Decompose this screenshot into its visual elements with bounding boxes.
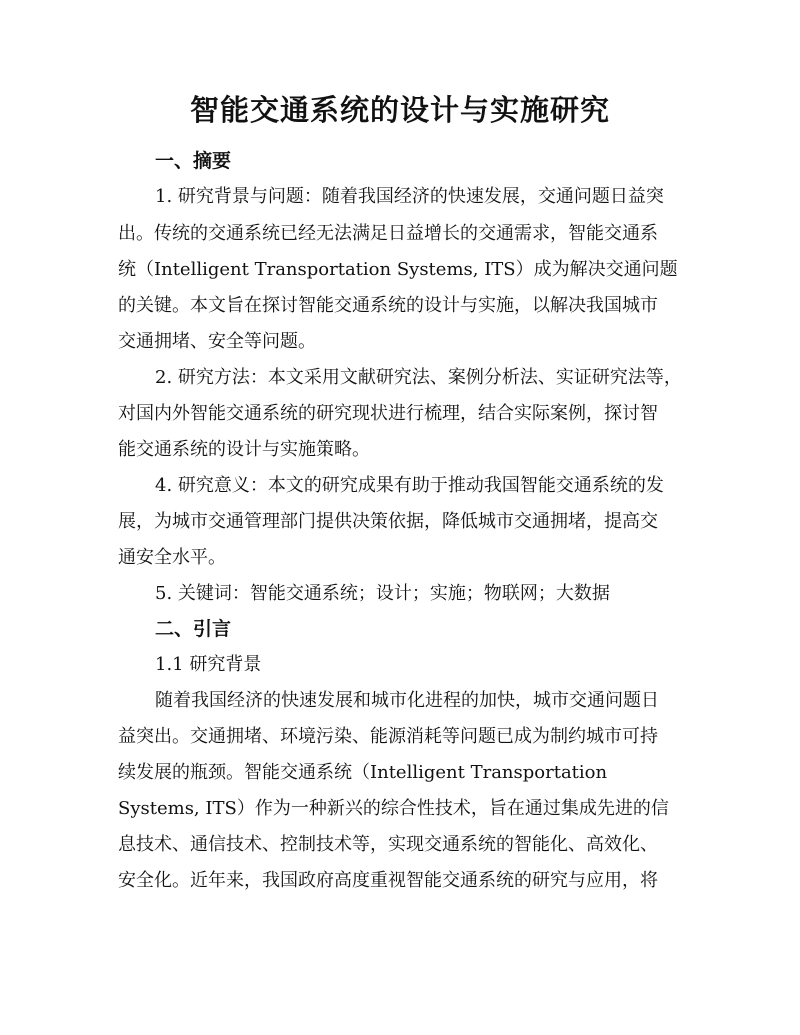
paragraph-line: 交通拥堵、安全等问题。 <box>118 331 316 352</box>
paragraph-line: 能交通系统的设计与实施策略。 <box>118 439 370 460</box>
paragraph-line: 4. 研究意义：本文的研究成果有助于推动我国智能交通系统的发 <box>155 475 664 496</box>
paragraph-line: 出。传统的交通系统已经无法满足日益增长的交通需求，智能交通系 <box>118 223 658 244</box>
paragraph-line: 2. 研究方法：本文采用文献研究法、案例分析法、实证研究法等， <box>155 367 682 388</box>
paragraph-line: 的关键。本文旨在探讨智能交通系统的设计与实施，以解决我国城市 <box>118 295 658 316</box>
paragraph-line: 统（Intelligent Transportation Systems, ITS）成为解决交通问题 <box>118 259 678 280</box>
paragraph-line: 息技术、通信技术、控制技术等，实现交通系统的智能化、高效化、 <box>118 834 658 855</box>
section-heading-abstract: 一、摘要 <box>155 150 232 172</box>
keywords-line: 5. 关键词：智能交通系统；设计；实施；物联网；大数据 <box>155 583 610 604</box>
paragraph-line: 安全化。近年来，我国政府高度重视智能交通系统的研究与应用，将 <box>118 870 658 891</box>
paragraph-line: 展，为城市交通管理部门提供决策依据，降低城市交通拥堵，提高交 <box>118 511 658 532</box>
section-heading-intro: 二、引言 <box>155 618 232 640</box>
paragraph-line: 通安全水平。 <box>118 547 226 568</box>
paragraph-line: 续发展的瓶颈。智能交通系统（Intelligent Transportation <box>118 762 608 783</box>
paragraph-line: 对国内外智能交通系统的研究现状进行梳理，结合实际案例，探讨智 <box>118 403 658 424</box>
paragraph-line: 益突出。交通拥堵、环境污染、能源消耗等问题已成为制约城市可持 <box>118 726 658 747</box>
paragraph-line: 1. 研究背景与问题：随着我国经济的快速发展，交通问题日益突 <box>155 186 664 207</box>
document-title: 智能交通系统的设计与实施研究 <box>189 93 610 127</box>
paragraph-line: 随着我国经济的快速发展和城市化进程的加快，城市交通问题日 <box>155 690 659 711</box>
subsection-heading: 1.1 研究背景 <box>155 654 262 675</box>
paragraph-line: Systems, ITS）作为一种新兴的综合性技术，旨在通过集成先进的信 <box>118 798 669 819</box>
